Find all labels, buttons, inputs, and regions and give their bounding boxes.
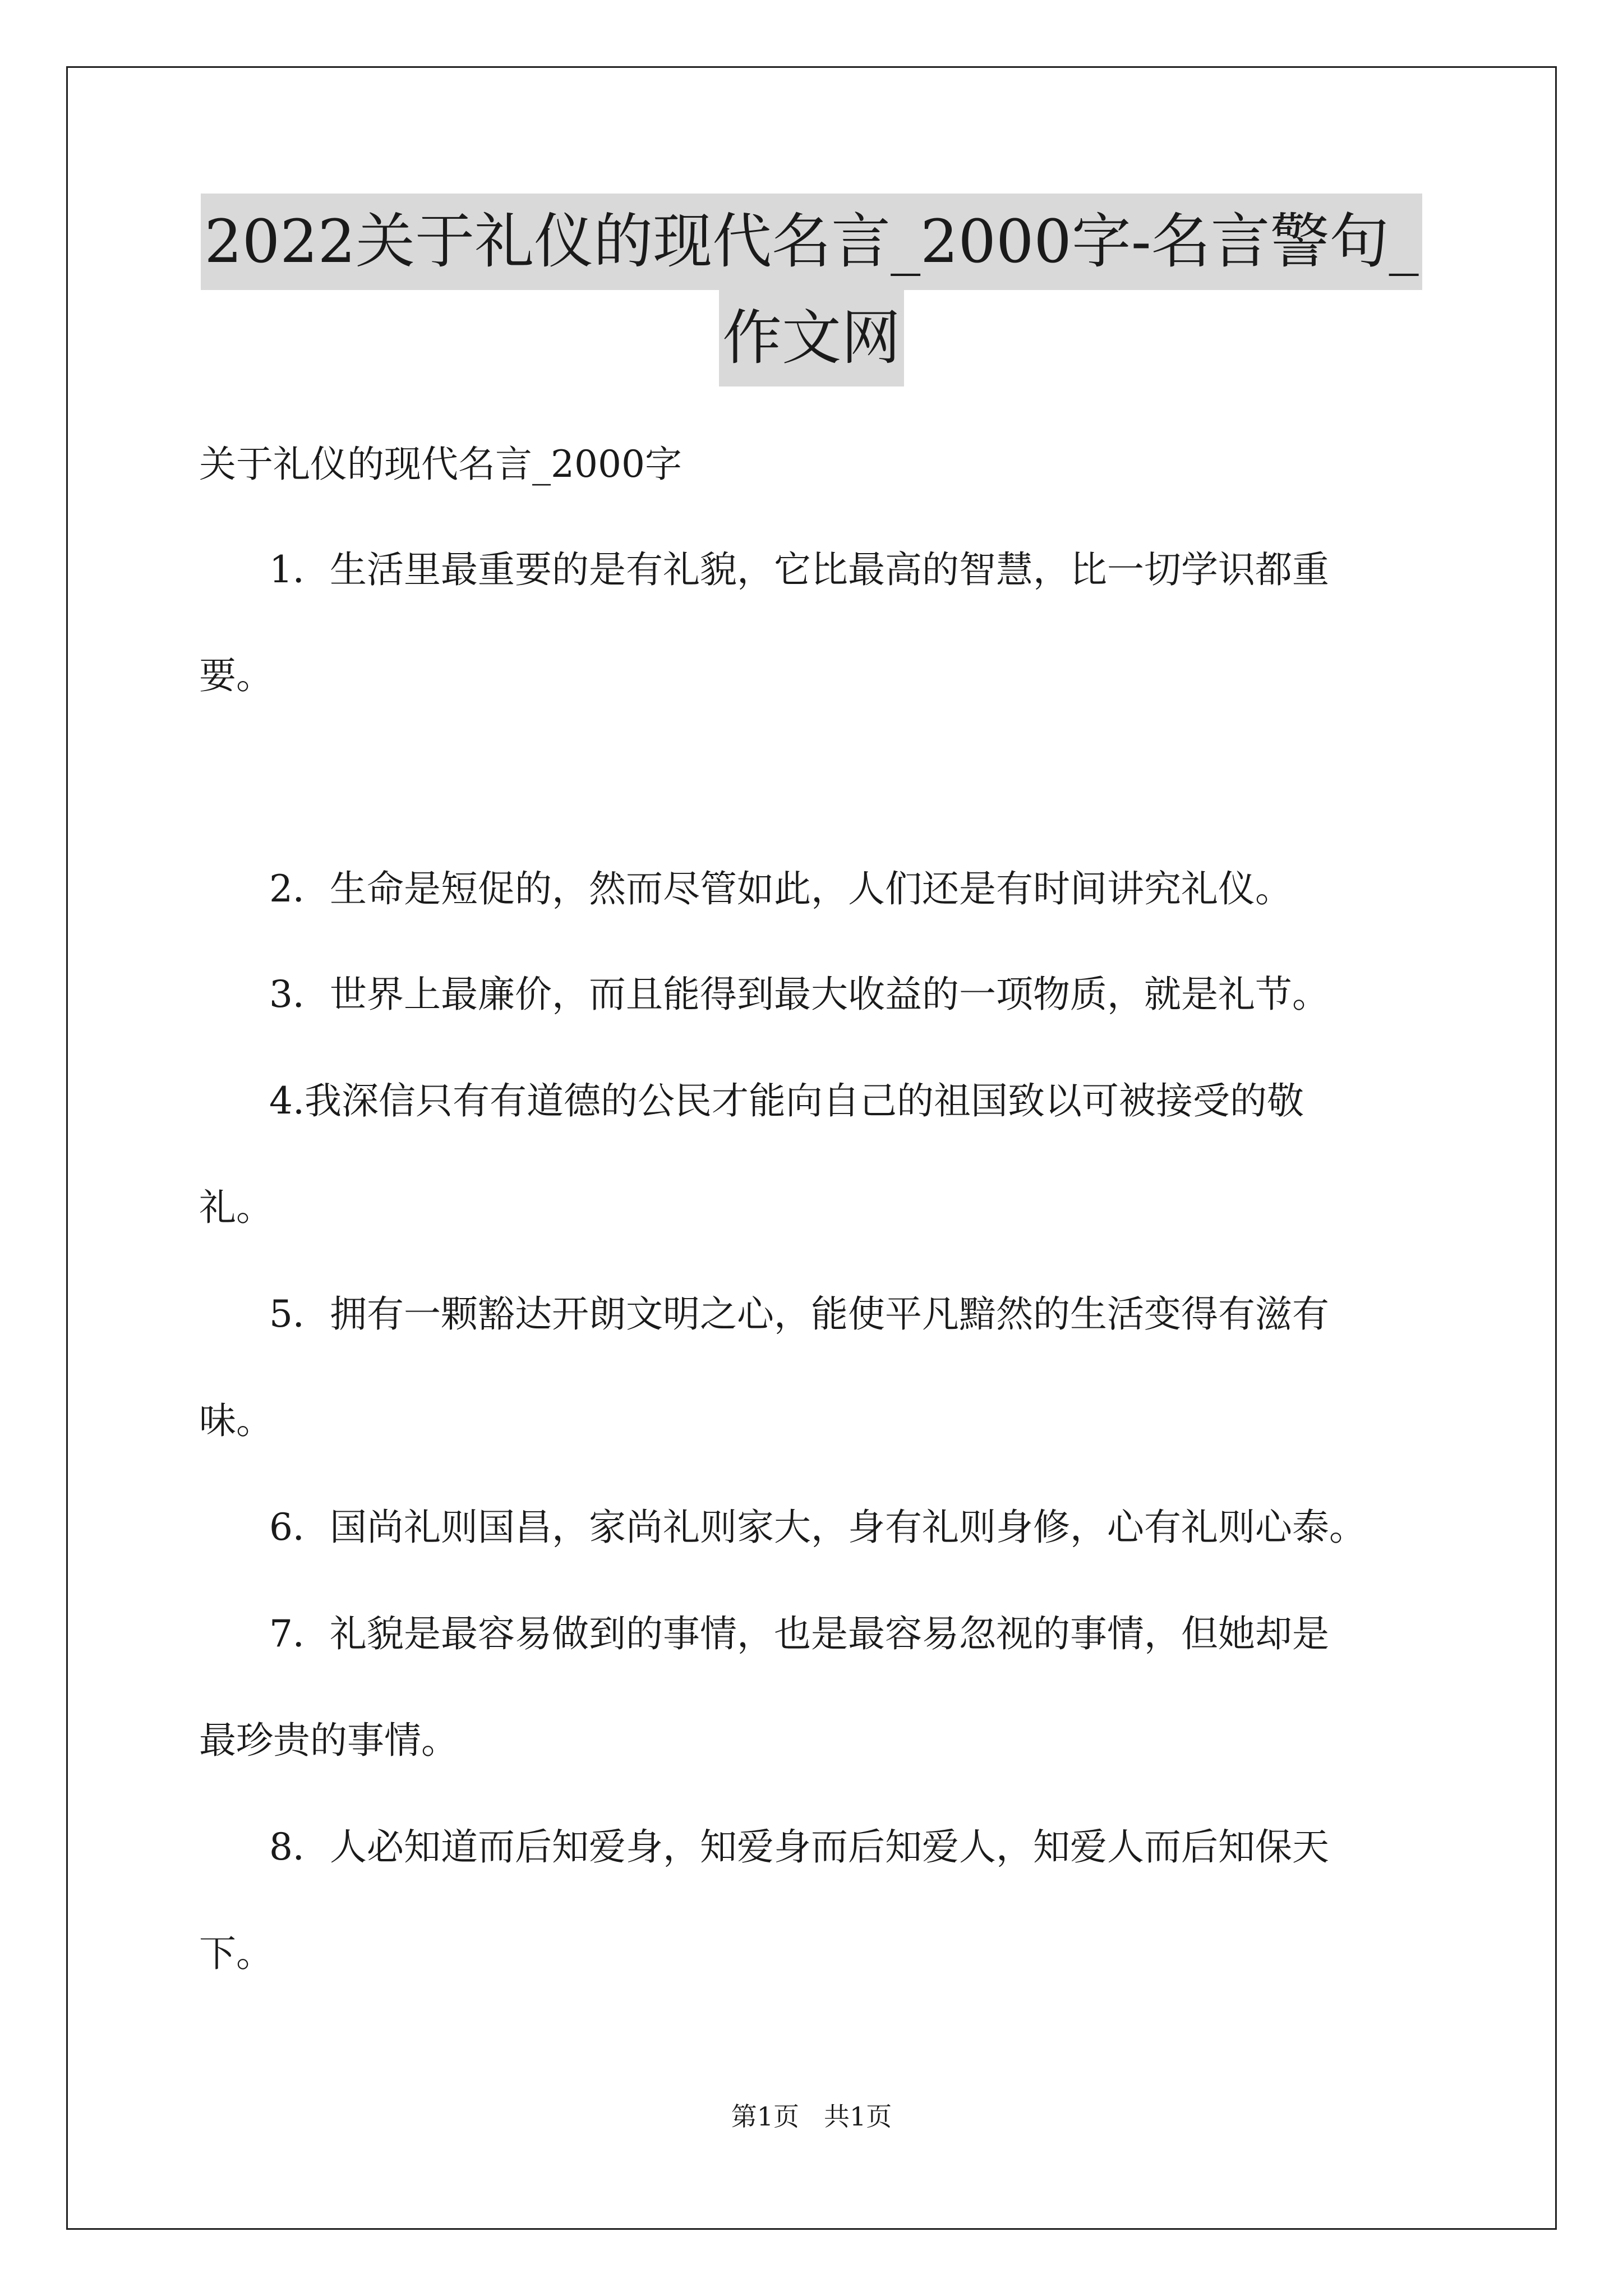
paragraph-1-line-1: 1．生活里最重要的是有礼貌，它比最高的智慧，比一切学识都重	[269, 548, 1329, 591]
page-number-current: 第1页	[731, 2101, 800, 2132]
paragraph-1-line-2: 要。	[199, 654, 273, 697]
title-line-1: 2022关于礼仪的现代名言_2000字-名言警句_	[201, 194, 1422, 290]
page-number-total: 共1页	[823, 2101, 892, 2132]
paragraph-4-line-1: 4.我深信只有有道德的公民才能向自己的祖国致以可被接受的敬	[269, 1079, 1304, 1122]
page-footer	[0, 2102, 1623, 2131]
subtitle: 关于礼仪的现代名言_2000字	[199, 443, 682, 486]
document-title	[0, 194, 1623, 386]
paragraph-4-line-2: 礼。	[199, 1186, 273, 1229]
paragraph-8-line-2: 下。	[199, 1932, 273, 1975]
page-border	[66, 66, 1557, 2230]
paragraph-2: 2．生命是短促的，然而尽管如此，人们还是有时间讲究礼仪。	[269, 867, 1292, 910]
paragraph-3: 3．世界上最廉价，而且能得到最大收益的一项物质，就是礼节。	[269, 973, 1329, 1016]
paragraph-6: 6．国尚礼则国昌，家尚礼则家大，身有礼则身修，心有礼则心泰。	[269, 1506, 1366, 1549]
title-line-2: 作文网	[719, 290, 904, 386]
paragraph-8-line-1: 8．人必知道而后知爱身，知爱身而后知爱人，知爱人而后知保天	[269, 1825, 1329, 1869]
paragraph-5-line-1: 5．拥有一颗豁达开朗文明之心，能使平凡黯然的生活变得有滋有	[269, 1292, 1329, 1336]
paragraph-7-line-2: 最珍贵的事情。	[199, 1719, 458, 1762]
paragraph-5-line-2: 味。	[199, 1399, 273, 1442]
paragraph-7-line-1: 7．礼貌是最容易做到的事情，也是最容易忽视的事情，但她却是	[269, 1612, 1329, 1655]
